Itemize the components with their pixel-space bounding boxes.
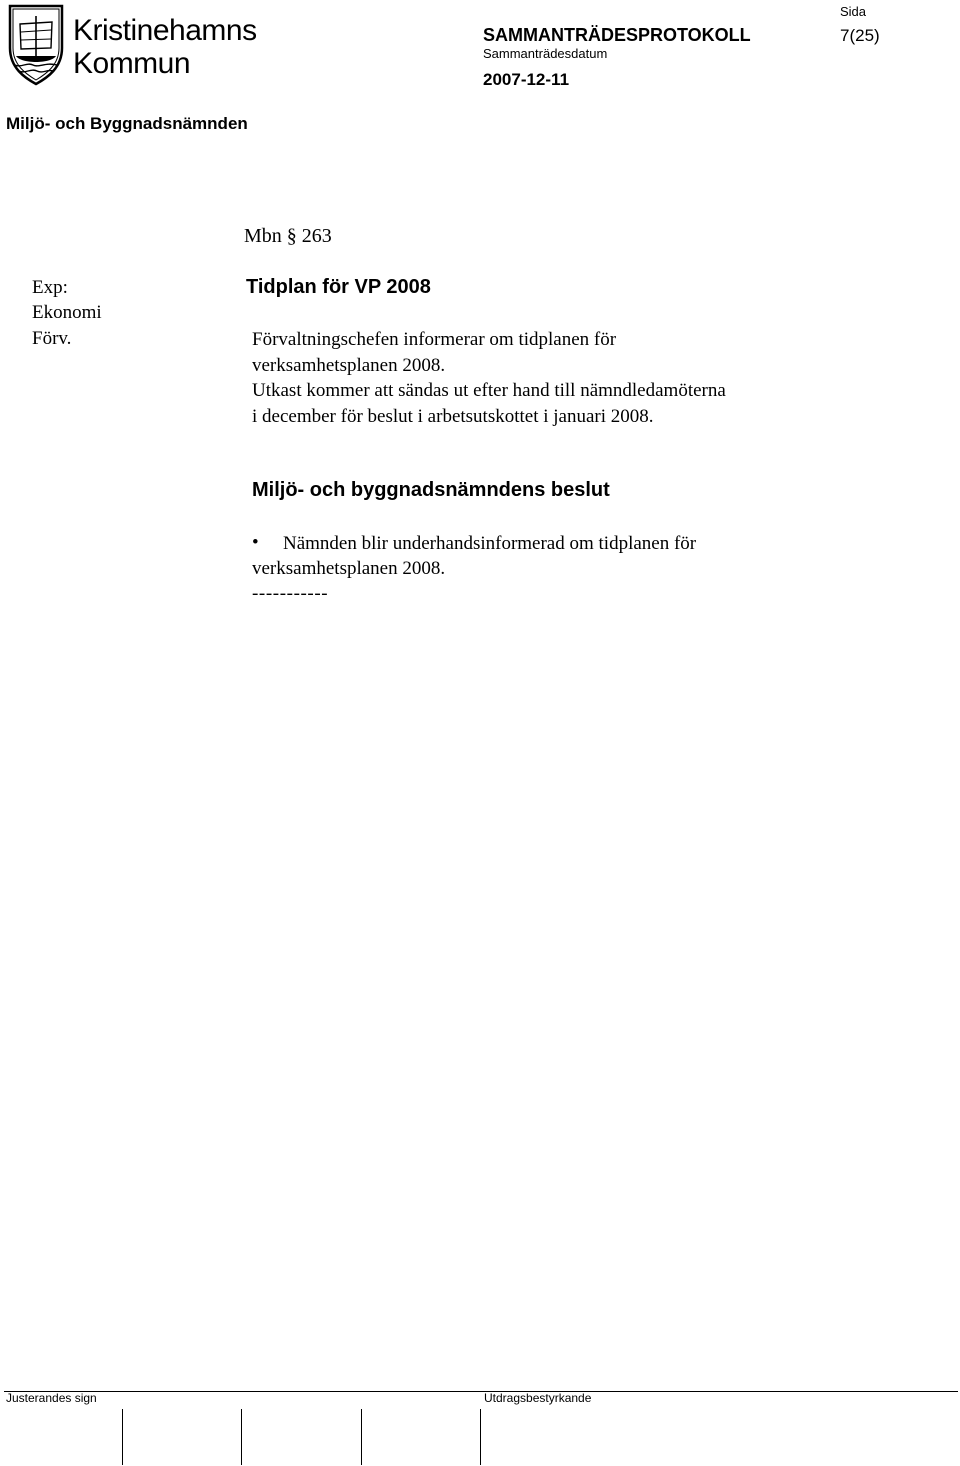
decision-text: Nämnden blir underhandsinformerad om tidplanen för: [283, 533, 697, 554]
distribution-recipient: Förv.: [32, 328, 72, 349]
meeting-date-label: Sammanträdesdatum: [483, 46, 608, 61]
page-label: Sida: [840, 4, 867, 19]
committee-name: Miljö- och Byggnadsnämnden: [6, 114, 248, 133]
item-body: [252, 327, 726, 429]
decision-heading: Miljö- och byggnadsnämndens beslut: [252, 479, 610, 501]
item-title: Tidplan för VP 2008: [246, 276, 431, 298]
signature-label: Justerandes sign: [6, 1391, 97, 1405]
logo-wordmark-line2: Kommun: [73, 47, 191, 80]
signature-box-divider: [241, 1409, 242, 1465]
decision-text-continued: verksamhetsplanen 2008.: [252, 558, 446, 579]
footer-divider: [4, 1391, 958, 1392]
extract-certification-label: Utdragsbestyrkande: [484, 1391, 592, 1405]
paragraph-reference: Mbn § 263: [244, 225, 332, 247]
body-line: i december för beslut i arbetsutskottet i januari 2008.: [252, 405, 654, 427]
coat-of-arms-icon: [7, 2, 65, 86]
signature-box-divider: [480, 1409, 481, 1465]
signature-box-divider: [122, 1409, 123, 1465]
signature-box-divider: [361, 1409, 362, 1465]
body-line: Förvaltningschefen informerar om tidplanen för: [252, 329, 617, 350]
distribution-label: Exp:: [32, 277, 68, 298]
body-line: Utkast kommer att sändas ut efter hand till nämndledamöterna: [252, 380, 726, 401]
meeting-date: 2007-12-11: [483, 70, 570, 89]
logo-wordmark-line1: Kristinehamns: [73, 14, 257, 47]
end-of-item-marker: -----------: [252, 583, 329, 604]
distribution-recipient: Ekonomi: [32, 302, 102, 323]
document-type: SAMMANTRÄDESPROTOKOLL: [483, 25, 751, 45]
bullet-icon: •: [252, 532, 259, 553]
municipality-logo: [7, 2, 257, 86]
body-line: verksamhetsplanen 2008.: [252, 354, 446, 376]
page-number: 7(25): [840, 26, 880, 45]
